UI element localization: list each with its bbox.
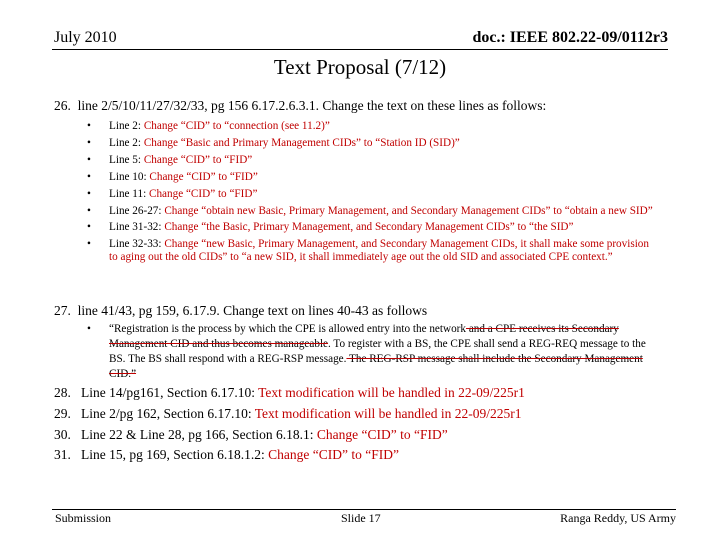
list-item	[87, 205, 657, 218]
item-text: Line 2/pg 162, Section 6.17.10:	[81, 405, 255, 421]
list-item	[54, 383, 525, 404]
change-text: Change “CID” to “FID”	[148, 187, 258, 200]
item-number: 26.	[54, 98, 71, 113]
list-item	[87, 188, 657, 201]
item-change-text: Text modification will be handled in 22-09/225r1	[258, 385, 525, 400]
item-change-text: Text modification will be handled in 22-09/225r1	[254, 405, 522, 421]
change-text: Change “Basic and Primary Management CIDs” to “Station ID (SID)”	[143, 136, 460, 149]
line-ref: Line 26-27:	[109, 204, 165, 217]
list-item	[54, 404, 525, 425]
footer-divider	[52, 509, 676, 510]
bullet-icon: •	[87, 187, 91, 200]
line-ref: Line 10:	[109, 170, 150, 183]
item-27-bullet-list	[87, 322, 647, 386]
item-text: Line 15, pg 169, Section 6.18.1.2:	[81, 447, 269, 463]
line-ref: Line 32-33:	[109, 238, 165, 251]
item-number: 31.	[54, 447, 71, 463]
bullet-icon: •	[87, 136, 91, 149]
change-text: Change “the Basic, Primary Management, and Secondary Management CIDs” to “the SID”	[164, 221, 574, 234]
list-item	[87, 137, 657, 150]
list-item	[87, 221, 657, 234]
footer-slide-number: Slide 17	[341, 511, 381, 525]
bullet-icon: •	[87, 221, 91, 234]
kept-text: ”	[131, 368, 137, 381]
change-text: Change “obtain new Basic, Primary Management, and Secondary Management CIDs” to “obtain a new SID”	[164, 204, 653, 217]
footer-submission: Submission	[55, 511, 112, 525]
bullet-icon: •	[87, 153, 91, 166]
change-text: Change “CID” to “FID”	[149, 170, 258, 183]
list-item	[87, 154, 657, 167]
slide-title: Text Proposal (7/12)	[273, 55, 447, 79]
item-text: Line 14/pg161, Section 6.17.10:	[81, 385, 259, 400]
item-26-bullet-list	[87, 120, 657, 268]
change-text: Change “CID” to “connection (see 11.2)”	[143, 120, 330, 132]
item-number: 30.	[54, 426, 71, 442]
header-divider	[52, 49, 668, 50]
line-ref: Line 2:	[109, 120, 144, 132]
item-text: line 2/5/10/11/27/32/33, pg 156 6.17.2.6.3.1. Change the text on these lines as follows:	[77, 98, 547, 113]
struck-text: The REG-RSP message shall include the Secondary Management CID.	[109, 353, 643, 381]
list-item	[87, 171, 657, 184]
numbered-list	[54, 383, 525, 466]
list-item	[87, 120, 657, 133]
kept-text: “Registration is the process by which the CPE is allowed entry into the network	[109, 323, 467, 335]
item-text: Line 22 & Line 28, pg 166, Section 6.18.1:	[81, 426, 317, 442]
struck-text: and a CPE receives its Secondary Management CID and thus becomes manageable	[109, 323, 619, 351]
bullet-icon: •	[87, 238, 91, 251]
footer-author: Ranga Reddy, US Army	[560, 511, 676, 525]
item-number: 29.	[54, 405, 71, 421]
change-text: Change “new Basic, Primary Management, and Secondary Management CIDs, it shall make some provision to aging out the old CIDs” to “a new SID, it shall immediately age out the old SID and associated CPE context.”	[109, 238, 649, 264]
bullet-icon: •	[87, 170, 91, 183]
list-item	[87, 322, 647, 382]
bullet-icon: •	[87, 120, 91, 132]
item-change-text: Change “CID” to “FID”	[316, 426, 448, 442]
line-ref: Line 31-32:	[109, 221, 165, 234]
header-date: July 2010	[54, 29, 117, 46]
line-ref: Line 11:	[109, 187, 149, 200]
item-number: 28.	[54, 385, 71, 400]
bullet-icon: •	[87, 323, 91, 335]
header-doc-id: doc.: IEEE 802.22-09/0112r3	[472, 29, 668, 46]
line-ref: Line 2:	[109, 136, 144, 149]
kept-text: . To register with a BS, the CPE shall send a REG-REQ message to the BS. The BS shall respond with a REG-RSP message.	[109, 338, 646, 366]
item-text: line 41/43, pg 159, 6.17.9. Change text on lines 40-43 as follows	[77, 303, 428, 318]
list-item	[54, 425, 525, 446]
item-26	[54, 98, 546, 114]
line-ref: Line 5:	[109, 153, 144, 166]
bullet-icon: •	[87, 204, 91, 217]
list-item	[54, 445, 525, 466]
change-text: Change “CID” to “FID”	[143, 153, 253, 166]
item-27	[54, 303, 427, 319]
item-number: 27.	[54, 303, 71, 318]
item-change-text: Change “CID” to “FID”	[268, 447, 399, 463]
list-item	[87, 238, 657, 264]
